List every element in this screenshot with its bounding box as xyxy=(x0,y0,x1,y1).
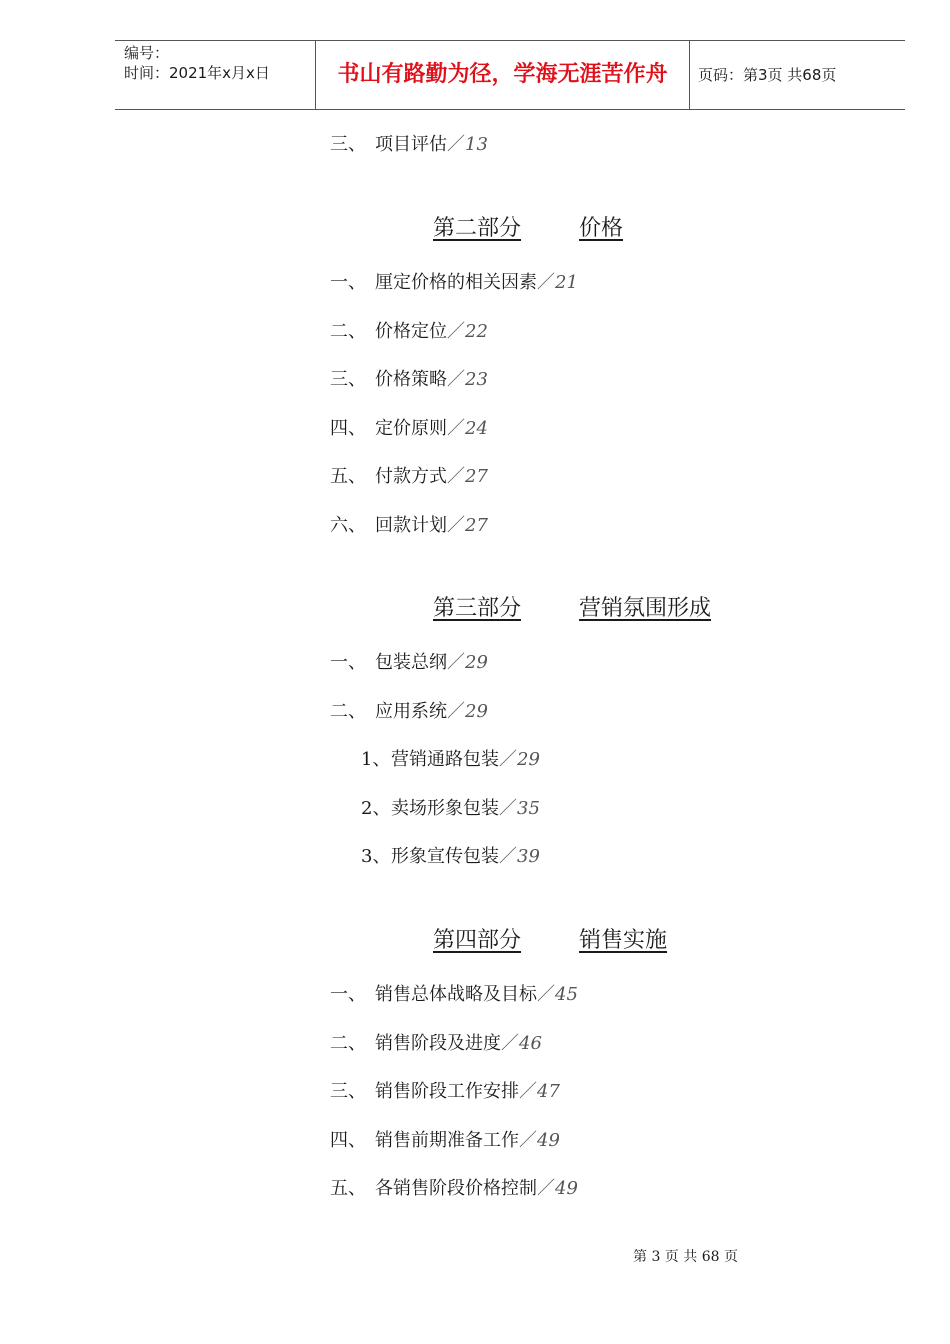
toc-item-title: 价格定位 xyxy=(375,321,447,342)
page-header xyxy=(115,40,905,110)
toc-item-number: 六、 xyxy=(330,515,366,536)
section-heading xyxy=(433,927,667,955)
toc-item-title: 定价原则 xyxy=(375,418,447,439)
section-heading-title: 销售实施 xyxy=(579,928,668,953)
toc-page-number: 46 xyxy=(519,1033,542,1054)
toc-item-number: 1、 xyxy=(361,749,391,770)
toc-item-title: 形象宣传包装 xyxy=(391,846,499,867)
toc-item-title: 回款计划 xyxy=(375,515,447,536)
toc-item-title: 应用系统 xyxy=(375,701,447,722)
toc-item-title: 价格策略 xyxy=(375,369,447,390)
section-heading-title: 价格 xyxy=(579,216,624,241)
toc-item-title: 营销通路包装 xyxy=(391,749,499,770)
toc-item-title: 销售阶段及进度 xyxy=(375,1033,501,1054)
toc-page-number: 21 xyxy=(555,272,578,293)
toc-item-title: 包装总纲 xyxy=(375,652,447,673)
toc-item-title: 销售阶段工作安排 xyxy=(375,1081,519,1102)
toc-page-number: 29 xyxy=(465,652,488,673)
toc-separator: ／ xyxy=(447,134,465,155)
header-meta xyxy=(115,41,315,109)
section-heading-part: 第三部分 xyxy=(433,596,522,621)
toc-item-number: 三、 xyxy=(330,1081,366,1102)
number-label: 编号： xyxy=(124,44,170,62)
toc-page-number: 49 xyxy=(555,1178,578,1199)
toc-page-number: 27 xyxy=(465,466,488,487)
toc-separator: ／ xyxy=(447,515,465,536)
header-page-info: 页码：第3页 共68页 xyxy=(698,66,837,84)
toc-separator: ／ xyxy=(447,701,465,722)
toc-page-number: 27 xyxy=(465,515,488,536)
section-heading-part: 第四部分 xyxy=(433,928,522,953)
toc-separator: ／ xyxy=(447,418,465,439)
toc-page-number: 13 xyxy=(465,134,488,155)
toc-item-number: 四、 xyxy=(330,418,366,439)
toc-item-number: 一、 xyxy=(330,652,366,673)
section-heading-part: 第二部分 xyxy=(433,216,522,241)
toc-page-number: 24 xyxy=(465,418,488,439)
toc-separator: ／ xyxy=(519,1130,537,1151)
toc-page-number: 49 xyxy=(537,1130,560,1151)
toc-item-number: 一、 xyxy=(330,984,366,1005)
page-footer: 第 3 页 共 68 页 xyxy=(633,1249,738,1265)
toc-separator: ／ xyxy=(447,369,465,390)
toc-page-number: 39 xyxy=(517,846,540,867)
toc-page-number: 45 xyxy=(555,984,578,1005)
toc-page-number: 29 xyxy=(517,749,540,770)
toc-page-number: 22 xyxy=(465,321,488,342)
toc-item-title: 销售前期准备工作 xyxy=(375,1130,519,1151)
time-label: 时间：2021年x月x日 xyxy=(124,64,270,82)
toc-item-number: 3、 xyxy=(361,846,391,867)
header-divider xyxy=(689,41,690,109)
toc-item-number: 一、 xyxy=(330,272,366,293)
toc-item-number: 三、 xyxy=(330,134,366,155)
section-heading xyxy=(433,215,623,243)
toc-separator: ／ xyxy=(499,846,517,867)
toc-page-number: 23 xyxy=(465,369,488,390)
header-motto: 书山有路勤为径，学海无涯苦作舟 xyxy=(337,62,668,87)
toc-item-number: 二、 xyxy=(330,701,366,722)
toc-item-number: 五、 xyxy=(330,466,366,487)
toc-item-number: 三、 xyxy=(330,369,366,390)
toc-item-title: 付款方式 xyxy=(375,466,447,487)
toc-item-number: 2、 xyxy=(361,798,391,819)
toc-separator: ／ xyxy=(499,798,517,819)
section-heading xyxy=(433,595,711,623)
toc-separator: ／ xyxy=(519,1081,537,1102)
toc-separator: ／ xyxy=(447,321,465,342)
toc-item-title: 卖场形象包装 xyxy=(391,798,499,819)
toc-separator: ／ xyxy=(501,1033,519,1054)
toc-separator: ／ xyxy=(447,652,465,673)
toc-page-number: 29 xyxy=(465,701,488,722)
section-heading-title: 营销氛围形成 xyxy=(579,596,712,621)
toc-item-number: 二、 xyxy=(330,1033,366,1054)
toc-item-number: 五、 xyxy=(330,1178,366,1199)
toc-separator: ／ xyxy=(447,466,465,487)
toc-item-number: 四、 xyxy=(330,1130,366,1151)
toc-separator: ／ xyxy=(537,272,555,293)
toc-item-title: 各销售阶段价格控制 xyxy=(375,1178,537,1199)
toc-item-number: 二、 xyxy=(330,321,366,342)
toc-separator: ／ xyxy=(537,1178,555,1199)
toc-item-title: 销售总体战略及目标 xyxy=(375,984,537,1005)
toc-page-number: 35 xyxy=(517,798,540,819)
toc-item-title: 厘定价格的相关因素 xyxy=(375,272,537,293)
toc-item-title: 项目评估 xyxy=(375,134,447,155)
toc-separator: ／ xyxy=(499,749,517,770)
toc-page-number: 47 xyxy=(537,1081,560,1102)
toc-separator: ／ xyxy=(537,984,555,1005)
